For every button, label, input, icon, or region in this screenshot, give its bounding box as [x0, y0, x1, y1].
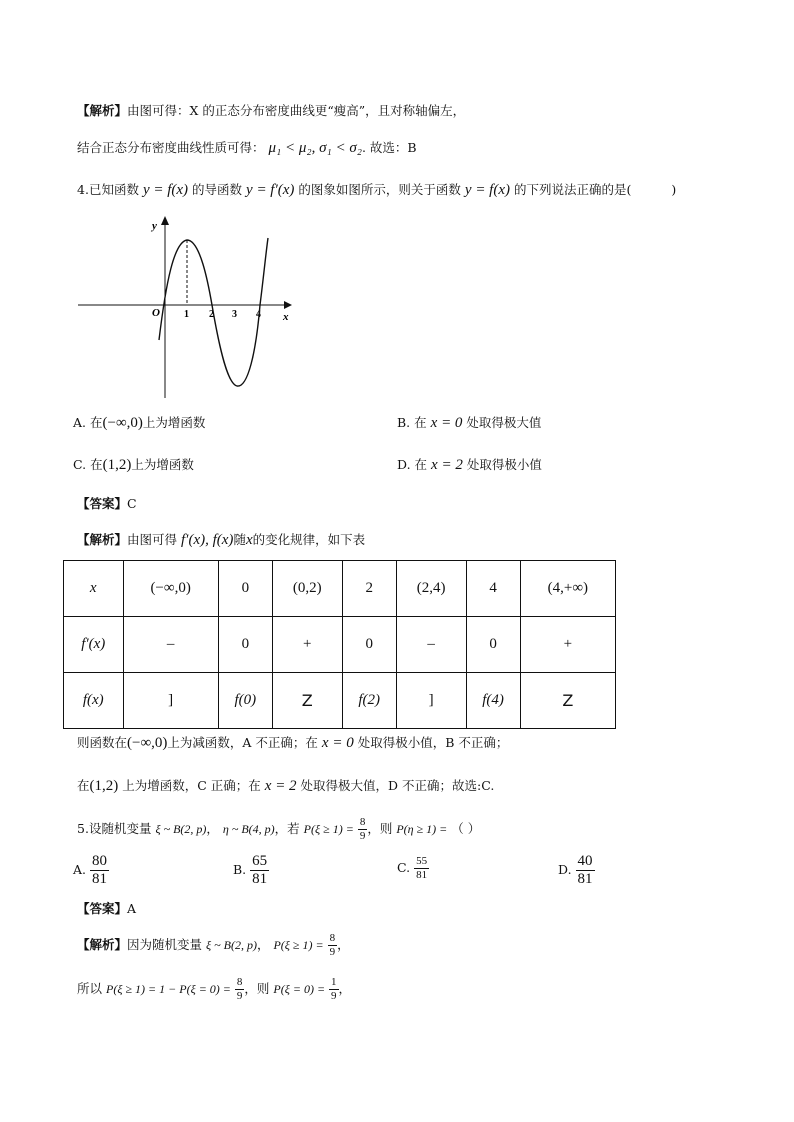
x-axis-label: x — [283, 311, 289, 323]
choice-text: 处取得极大值 — [466, 415, 542, 430]
answer-value: C — [127, 496, 137, 511]
choice-text: 在 — [90, 457, 103, 472]
conclusion-text: 在 — [77, 778, 90, 793]
table-row — [64, 673, 616, 729]
table-cell: (2,4) — [396, 561, 466, 617]
variable-x: x — [245, 532, 253, 548]
choice-letter: B. — [233, 862, 247, 877]
fraction-denominator: 81 — [577, 871, 593, 887]
choice-math: (1,2) — [102, 457, 132, 473]
derivation-fraction — [329, 976, 339, 1003]
fraction-numerator: 8 — [359, 816, 366, 828]
conclusion-text: 处取得极大值，D 不正确；故选:C. — [300, 778, 495, 793]
choice-text: 上为增函数 — [142, 415, 206, 430]
choice-letter: A. — [73, 862, 87, 877]
fraction-denominator: 81 — [416, 869, 428, 881]
conclusion-text: 上为增函数，C 正确；在 — [122, 778, 261, 793]
q5-answer-line — [77, 899, 136, 919]
table-row — [64, 561, 616, 617]
table-cell: x — [64, 561, 124, 617]
analysis-math: f′(x), f(x) — [181, 532, 234, 548]
table-cell: 2 — [342, 561, 396, 617]
fraction-numerator: 55 — [416, 855, 428, 867]
choice-math: x = 2 — [431, 457, 463, 473]
choice-letter: C. — [397, 860, 411, 875]
choice-fraction — [414, 855, 429, 882]
tick-label-2: 2 — [209, 309, 214, 320]
origin-label: O — [152, 307, 160, 319]
choice-text: 在 — [414, 415, 427, 430]
analysis-conclusion: . 故选：B — [361, 140, 417, 155]
table-cell: – — [123, 617, 218, 673]
choice-text: 在 — [414, 457, 428, 472]
stem-text: ，若 — [274, 821, 300, 836]
analysis-1-line-2 — [77, 138, 417, 158]
fraction-denominator: 9 — [359, 830, 366, 842]
choice-letter: D. — [558, 862, 572, 877]
inequality-math: μ₁ < μ₂, σ₁ < σ₂ — [268, 140, 362, 156]
question-4-stem — [77, 180, 676, 200]
fraction-numerator: 80 — [92, 853, 107, 869]
analysis-1-line-1 — [77, 101, 465, 121]
choice-fraction — [576, 853, 595, 888]
condition-math: P(ξ ≥ 1) = — [303, 822, 354, 836]
q5-derivation-line — [77, 976, 351, 1003]
conclusion-text: 则函数在 — [77, 735, 128, 750]
q4-conclusion-1 — [77, 733, 508, 753]
tick-label-3: 3 — [232, 309, 237, 320]
analysis-text: 的变化规律，如下表 — [252, 532, 366, 547]
choice-text: 在 — [90, 415, 103, 430]
derivative-graph — [70, 212, 300, 404]
y-axis-label: y — [152, 220, 157, 232]
table-cell: (4,+∞) — [520, 561, 615, 617]
fraction-denominator: 81 — [92, 871, 107, 887]
table-cell: 0 — [466, 617, 520, 673]
q5-choice-c[interactable] — [397, 855, 429, 882]
choice-letter: D. — [397, 457, 411, 472]
table-cell: (0,2) — [272, 561, 342, 617]
choice-math: x = 0 — [430, 415, 463, 431]
analysis-text: 由图可得 — [127, 532, 178, 547]
stem-text: ， — [206, 821, 219, 836]
table-cell: + — [272, 617, 342, 673]
analysis-tag: 【解析】 — [77, 103, 128, 118]
choice-letter: A. — [73, 415, 87, 430]
stem-text: 的导函数 — [192, 182, 243, 197]
table-cell: f(2) — [342, 673, 396, 729]
y-axis-arrow — [161, 216, 169, 225]
q4-conclusion-2 — [77, 776, 494, 796]
function-math: y = f(x) — [142, 182, 189, 198]
q5-choice-a[interactable] — [73, 853, 109, 888]
ask-math: P(η ≥ 1) = — [396, 822, 448, 836]
fraction-denominator: 81 — [252, 871, 268, 887]
stem-text: 已知函数 — [88, 182, 139, 197]
answer-tag: 【答案】 — [77, 496, 128, 511]
analysis-text: 因为随机变量 — [127, 937, 203, 952]
derivative-math: y = f′(x) — [246, 182, 295, 198]
choice-c[interactable] — [73, 455, 194, 475]
table-row — [64, 617, 616, 673]
table-cell: f(x) — [64, 673, 124, 729]
answer-paren: ) — [671, 182, 677, 197]
choice-text: 处取得极小值 — [466, 457, 542, 472]
choice-letter: C. — [73, 457, 87, 472]
conclusion-math: (1,2) — [89, 778, 119, 794]
fraction-denominator: 9 — [236, 990, 243, 1002]
fraction-numerator: 1 — [331, 976, 337, 988]
table-cell: f(0) — [218, 673, 272, 729]
choice-math: (−∞,0) — [102, 415, 143, 431]
table-cell: + — [520, 617, 615, 673]
derivation-text: 所以 — [77, 981, 103, 996]
analysis-text: 由图可得：X 的正态分布密度曲线更“瘦高”，且对称轴偏左， — [127, 103, 466, 118]
condition-fraction — [358, 816, 368, 843]
choice-letter: B. — [397, 415, 411, 430]
analysis-tag: 【解析】 — [77, 937, 128, 952]
table-cell: 0 — [218, 617, 272, 673]
table-cell: Z — [520, 673, 615, 729]
conclusion-text: 上为减函数，A 不正确；在 — [167, 735, 318, 750]
question-number: 4. — [77, 182, 89, 197]
fraction-numerator: 8 — [236, 976, 243, 988]
conclusion-math: x = 2 — [264, 778, 297, 794]
analysis-tag: 【解析】 — [77, 532, 128, 547]
choice-b[interactable] — [397, 413, 541, 433]
q5-choice-d[interactable] — [558, 853, 595, 888]
analysis-text: 结合正态分布密度曲线性质可得： — [77, 140, 265, 155]
x-axis-arrow — [284, 301, 292, 309]
conclusion-text: 处取得极小值，B 不正确； — [357, 735, 509, 750]
stem-text: 的图象如图所示，则关于函数 — [298, 182, 461, 197]
analysis-math: ξ ~ B(2, p) — [206, 938, 257, 952]
table-cell: ] — [123, 673, 218, 729]
choice-text: 上为增函数 — [131, 457, 194, 472]
table-cell: f(4) — [466, 673, 520, 729]
fraction-numerator: 65 — [252, 853, 268, 869]
q5-analysis-line — [77, 932, 350, 959]
derivation-text: ， — [338, 981, 352, 996]
table-cell: Z — [272, 673, 342, 729]
conclusion-math: x = 0 — [321, 735, 354, 751]
fraction-denominator: 9 — [329, 946, 336, 958]
stem-text: 的下列说法正确的是( — [514, 182, 632, 197]
variation-table — [63, 560, 616, 729]
table-cell: 0 — [218, 561, 272, 617]
eta-distribution: η ~ B(4, p) — [222, 822, 275, 836]
derivation-fraction — [235, 976, 245, 1003]
question-5-stem — [77, 816, 480, 843]
answer-value: A — [127, 901, 137, 916]
table-cell: 0 — [342, 617, 396, 673]
q5-choice-b[interactable] — [233, 853, 269, 888]
question-number: 5. — [77, 821, 89, 836]
stem-text: 设随机变量 — [88, 821, 152, 836]
table-cell: ] — [396, 673, 466, 729]
fraction-numerator: 40 — [577, 853, 593, 869]
table-cell: (−∞,0) — [123, 561, 218, 617]
table-cell: – — [396, 617, 466, 673]
function-math: y = f(x) — [464, 182, 511, 198]
tick-label-4: 4 — [256, 309, 261, 320]
q4-answer-line — [77, 494, 137, 514]
choice-fraction — [90, 853, 109, 888]
derivation-text: ，则 — [244, 981, 270, 996]
conclusion-math: (−∞,0) — [127, 735, 168, 751]
q4-analysis-line — [77, 530, 365, 550]
table-cell: f′(x) — [64, 617, 124, 673]
analysis-text: ， — [337, 937, 350, 952]
analysis-math: P(ξ ≥ 1) = — [273, 938, 324, 952]
analysis-text: 随 — [233, 532, 246, 547]
choice-a[interactable] — [73, 413, 205, 433]
table-cell: 4 — [466, 561, 520, 617]
stem-text: ，则 — [367, 821, 393, 836]
choice-d[interactable] — [397, 455, 542, 475]
analysis-text: ， — [256, 937, 270, 952]
derivation-math: P(ξ ≥ 1) = 1 − P(ξ = 0) = — [106, 982, 231, 996]
choice-fraction — [250, 853, 269, 888]
analysis-fraction — [328, 932, 338, 959]
xi-distribution: ξ ~ B(2, p) — [155, 822, 207, 836]
answer-tag: 【答案】 — [77, 901, 128, 916]
answer-paren: （ ） — [451, 821, 481, 836]
fraction-numerator: 8 — [329, 932, 336, 944]
derivation-math: P(ξ = 0) = — [273, 982, 326, 996]
fraction-denominator: 9 — [331, 990, 337, 1002]
derivative-curve — [159, 238, 268, 386]
tick-label-1: 1 — [184, 309, 189, 320]
